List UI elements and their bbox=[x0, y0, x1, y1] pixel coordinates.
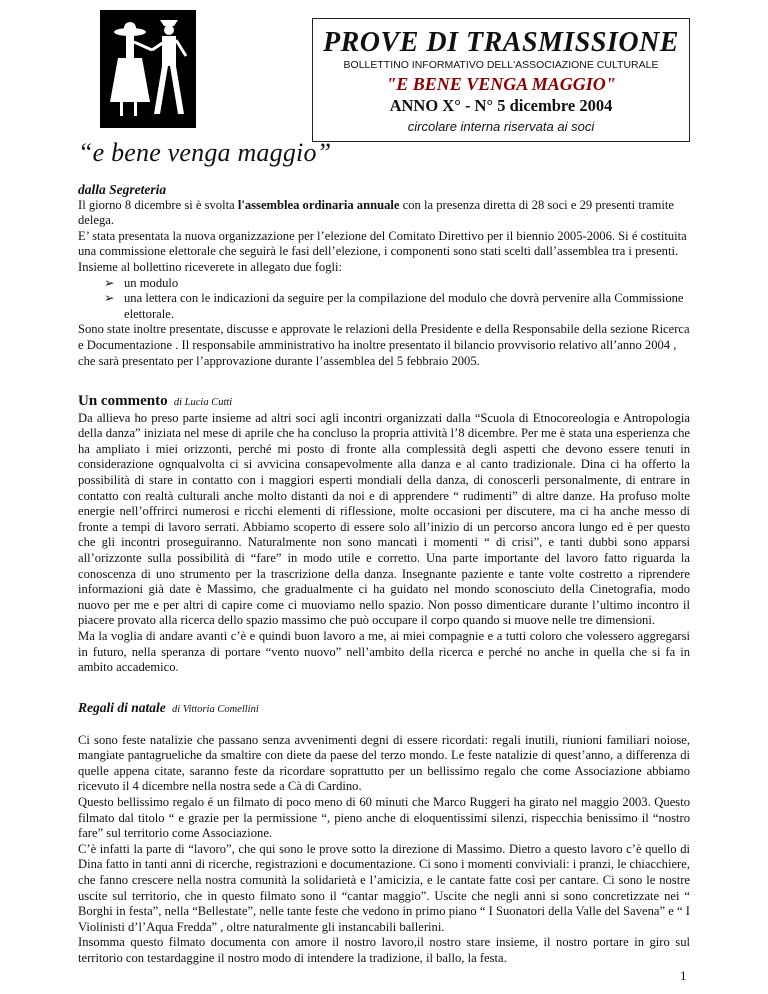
segreteria-section bbox=[78, 182, 690, 369]
association-name: "E BENE VENGA MAGGIO" bbox=[386, 74, 616, 94]
masthead-box bbox=[312, 18, 690, 142]
regali-paragraph-3: C’è infatti la parte di “lavoro”, che qui sono le prove sotto la direzione di Massimo. Dietro a questo lavoro c’è quello di Dina fatto in tanti anni di ricerche, registrazioni e documentazione. Ci sono i momenti conviviali: i pranzi, le chiacchiere, che fanno crescere nella nostra comunità la solidarietà e l’amicizia, e le cantate fatte così per cantare. Ci sono le nostre uscite sul territorio, che in questo filmato sono il “cantar maggio”. Uscite che negli anni si sono concretizzate nei “ Borghi in festa”, nella “Bellestate”, nelle tante feste che vedono in primo piano “ I Suonatori della Valle del Savena” e “ I Violinisti d’l’Aqua Fredda” , oltre naturalmente gli instancabili ballerini. bbox=[78, 841, 690, 934]
segreteria-paragraph-2: E’ stata presentata la nuova organizzazione per l’elezione del Comitato Direttivo per il biennio 2005-2006. Si é costituita una commissione elettorale che seguirà le fasi dell’elezione, i componenti sono stati scelti dall’assemblea tra i presenti. bbox=[78, 228, 687, 259]
arrow-bullet-icon: ➢ bbox=[104, 291, 115, 306]
assembly-emphasis: l'assemblea ordinaria annuale bbox=[237, 197, 400, 212]
dancers-logo bbox=[100, 10, 196, 128]
motto: “e bene venga maggio” bbox=[78, 138, 332, 167]
regali-section bbox=[78, 700, 690, 967]
attachment-list bbox=[78, 276, 690, 323]
commento-author: di Lucia Cutti bbox=[173, 397, 233, 408]
commento-body: Da allieva ho preso parte insieme ad altri soci agli incontri organizzati dalla “Scuola di Etnocoreologia e Antropologia della danza” iniziata nel mese di aprile che ha concluso la propria attività l’8 dicembre. Per me è stata una esperienza che ha ampliato i miei orizzonti, perché mi posto di fronte alla complessità degli aspetti che devono essere tenuti in considerazione ognqualvolta ci si avvicina consapevolmente alla danza e al canto tradizionale. Dina ci ha offerto la possibilità di stare in contatto con i maggiori esperti mondiali della danza, di conoscerli personalmente, di entrare in contatto con realtà culturali anche molto distanti da noi e di apprendere “ rudimenti” di altre danze. Ha profuso molte energie nell’offrirci numerosi e ricchi elementi di riflessione, molte occasioni per discutere, ma ci ha anche messo di fronte a tempi di lavoro serrati. Abbiamo scoperto di essere solo all’inizio di un percorso ancora lungo ed è per questo che gli incontri proseguiranno. Naturalmente non sono mancati i momenti “ di crisi”, e tanti dubbi sono apparsi all’orizzonte sulla possibilità di “fare” in modo utile e corretto. Una parte importante del lavoro fatto riguarda la conoscenza di uno strumento per la trascrizione della danza. Insegnante paziente e tante volte costretto a riprendere informazioni già date è Massimo, che gradualmente ci ha guidato nel mondo sconosciuto della Cinetografia, modo nuovo per me e per altri di capire come ci muoviamo nello spazio. Non posso dimenticare durante l’ultimo incontro il piacere provato alla ricerca dello spazio massimo che può occupare il corpo quando si muove nelle tre dimensioni. bbox=[78, 410, 690, 628]
regali-author: di Vittoria Comellini bbox=[172, 704, 259, 715]
regali-paragraph-4: Insomma questo filmato documenta con amore il nostro lavoro,il nostro stare insieme, il nostro portare in giro sul territorio con testardaggine il nostro modo di intendere la tradizione, il ballo, la festa. bbox=[78, 935, 690, 965]
list-item: ➢ un modulo bbox=[104, 275, 179, 290]
commento-heading: Un commento bbox=[78, 393, 168, 409]
regali-heading: Regali di natale bbox=[78, 700, 166, 715]
dancers-icon bbox=[100, 10, 196, 128]
list-item: ➢ una lettera con le indicazioni da seguire per la compilazione del modulo che dovrà pervenire alla Commissione elettorale. bbox=[104, 291, 684, 321]
arrow-bullet-icon: ➢ bbox=[104, 275, 115, 290]
segreteria-paragraph-1: Il giorno 8 dicembre si è svolta l'assemblea ordinaria annuale con la presenza diretta di 28 soci e 29 presenti tramite delega. bbox=[78, 197, 674, 228]
issue-line: ANNO X° - N° 5 dicembre 2004 bbox=[389, 96, 613, 115]
page-number: 1 bbox=[680, 968, 687, 983]
commento-body-2: Ma la voglia di andare avanti c’è e quindi buon lavoro a me, ai miei compagnie e a tutti coloro che volessero aggregarsi in futuro, nella speranza di portare “vento nuovo” nell’ambito della ricerca e perché no anche in quella che si fa in ambito accademico. bbox=[78, 628, 690, 675]
regali-paragraph-1: Ci sono feste natalizie che passano senza avvenimenti degni di essere ricordati: regali inutili, riunioni familiari noiose, mangiate pantagrueliche da smaltire con diete da paese del terzo mondo. Le feste natalizie di quest’anno, a differenza di quelle appena citate, saranno feste da ricordare soprattutto per un bellissimo regalo che come Associazione abbiamo ricevuto il 4 dicembre nella nostra sede a Cà di Cardino. bbox=[78, 732, 690, 794]
regali-paragraph-2: Questo bellissimo regalo é un filmato di poco meno di 60 minuti che Marco Ruggeri ha girato nel maggio 2003. Questo filmato dal titolo “ e grazie per la permissione “, pieno anche di eloquentissimi silenzi, rispecchia benissimo il “nostro fare” sul territorio come Associazione. bbox=[78, 794, 690, 841]
segreteria-paragraph-4: Sono state inoltre presentate, discusse e approvate le relazioni della Presidente e della Responsabile della sezione Ricerca e Documentazione . Il responsabile amministrativo ha inoltre presentato il bilancio provvisorio relativo all’anno 2004 , che sarà presentato per l’approvazione durante l’assemblea del 5 febbraio 2005. bbox=[78, 322, 690, 368]
bulletin-subtitle: BOLLETTINO INFORMATIVO DELL'ASSOCIAZIONE CULTURALE bbox=[343, 59, 659, 71]
circular-note: circolare interna riservata ai soci bbox=[407, 119, 595, 134]
commento-section bbox=[78, 394, 690, 676]
segreteria-paragraph-3: Insieme al bollettino riceverete in allegato due fogli: bbox=[78, 259, 343, 274]
bulletin-title: PROVE DI TRASMISSIONE bbox=[323, 27, 679, 58]
segreteria-heading: dalla Segreteria bbox=[78, 182, 167, 197]
